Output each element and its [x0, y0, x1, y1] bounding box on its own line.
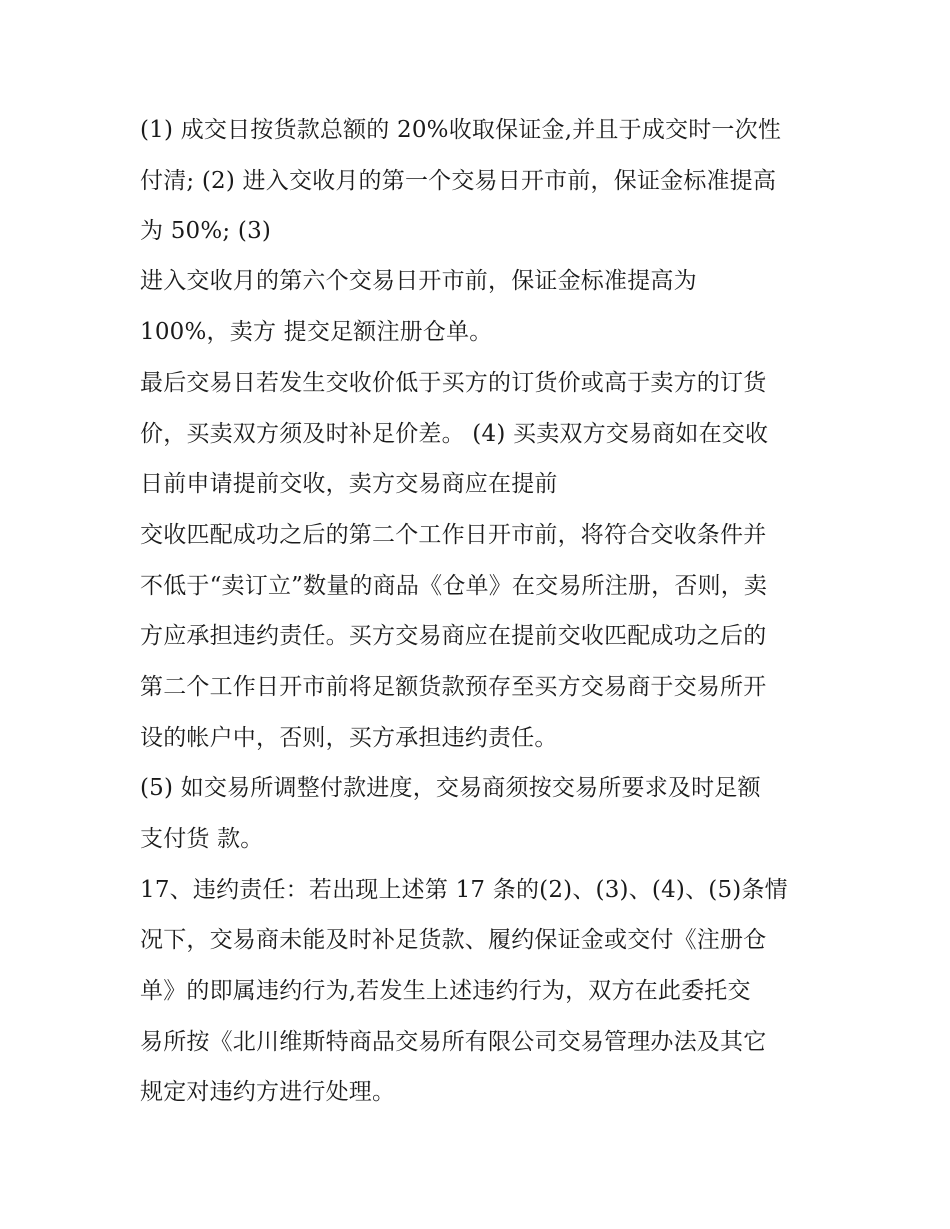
text-line: 最后交易日若发生交收价低于买方的订货价或高于卖方的订货 — [140, 370, 767, 396]
text-line: 第二个工作日开市前将足额货款预存至买方交易商于交易所开 — [140, 674, 767, 700]
text-line: 不低于“卖订立”数量的商品《仓单》在交易所注册，否则，卖 — [140, 573, 768, 599]
text-line: 交收匹配成功之后的第二个工作日开市前，将符合交收条件并 — [140, 522, 767, 548]
text-line: 方应承担违约责任。买方交易商应在提前交收匹配成功之后的 — [140, 623, 767, 649]
text-line: 设的帐户中，否则，买方承担违约责任。 — [140, 725, 558, 751]
text-line: 况下，交易商未能及时补足货款、履约保证金或交付《注册仓 — [140, 927, 767, 953]
text-line: 价，买卖双方须及时补足价差。 (4) 买卖双方交易商如在交收 — [140, 421, 769, 447]
text-line: 17、违约责任：若出现上述第 17 条的(2)、(3)、(4)、(5)条情 — [140, 877, 788, 903]
text-line: 单》的即属违约行为,若发生上述违约行为，双方在此委托交 — [140, 978, 751, 1004]
text-line: 规定对违约方进行处理。 — [140, 1079, 396, 1105]
text-line: 支付货 款。 — [140, 826, 264, 852]
text-line: 为 50%; (3) — [140, 218, 272, 244]
text-line: (5) 如交易所调整付款进度，交易商须按交易所要求及时足额 — [140, 775, 761, 801]
text-line: 100%，卖方 提交足额注册仓单。 — [140, 319, 493, 345]
text-line: 付清; (2) 进入交收月的第一个交易日开市前，保证金标准提高 — [140, 168, 777, 194]
text-line: 日前申请提前交收，卖方交易商应在提前 — [140, 471, 558, 497]
text-line: 进入交收月的第六个交易日开市前，保证金标准提高为 — [140, 268, 697, 294]
text-line: (1) 成交日按货款总额的 20%收取保证金,并且于成交时一次性 — [140, 117, 782, 143]
text-line: 易所按《北川维斯特商品交易所有限公司交易管理办法及其它 — [140, 1029, 767, 1055]
